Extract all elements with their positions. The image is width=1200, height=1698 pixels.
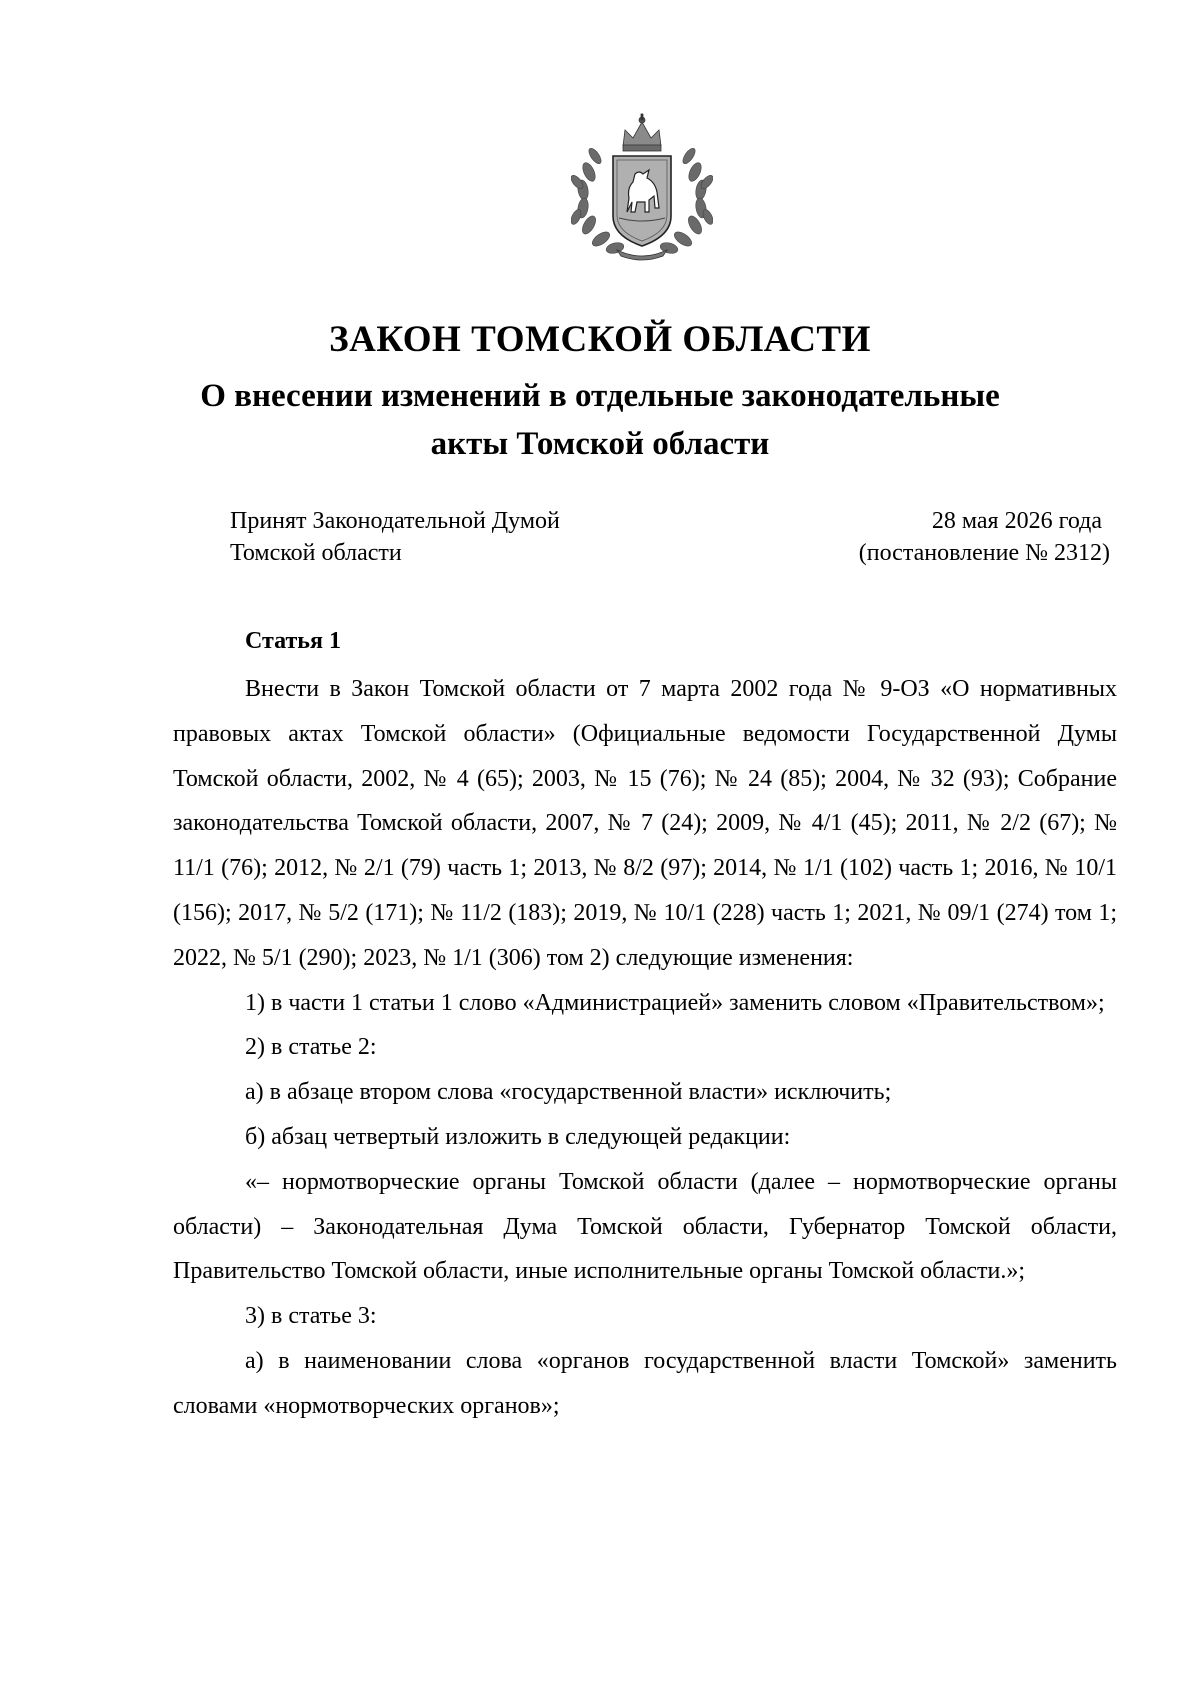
paragraph: 2) в статье 2: [245,1034,377,1061]
adopted-by-line: Принят Законодательной Думой [230,508,560,534]
adoption-info [230,505,560,569]
law-subtitle [0,372,1200,468]
paragraph: Внести в Закон Томской области от 7 марта 2002 года № 9-ОЗ «О нормативных правовых актах Томской области» (Официальные ведомости Государственной Думы Томской области, 2002, № 4 (65); 2003, № 15 (76); № 24 (85); 2004, № 32 (93); Собрание законодательства Томской области, 2007, № 7 (24); 2009, № 4/1 (45); 2011, № 2/2 (67); № 11/1 (76); 2012, № 2/1 (79) часть 1; 2013, № 8/2 (97); 2014, № 1/1 (102) часть 1; 2016, № 10/1 (156); 2017, № 5/2 (171); № 11/2 (183); 2019, № 10/1 (228) часть 1; 2021, № 09/1 (274) том 1; 2022, № 5/1 (290); 2023, № 1/1 (306) том 2) следующие изменения: [173,676,1117,971]
adopted-by-line: Томской области [230,540,402,566]
paragraph: 3) в статье 3: [245,1303,377,1330]
article-heading: Статья 1 [245,628,341,654]
coat-of-arms-icon [571,112,713,262]
adoption-date-info [859,505,1110,569]
paragraph: а) в наименовании слова «органов государственной власти Томской» заменить словами «нормотворческих органов»; [173,1347,1117,1419]
article-body [173,667,1117,1429]
law-subtitle-line: О внесении изменений в отдельные законодательные [200,378,1000,414]
paragraph: «– нормотворческие органы Томской области (далее – нормотворческие органы области) – Законодательная Дума Томской области, Губернатор Томской области, Правительство Томской области, иные исполнительные органы Томской области.»; [173,1168,1117,1285]
adoption-date: 28 мая 2026 года [931,508,1102,534]
resolution-number: (постановление № 2312) [858,540,1110,566]
paragraph: а) в абзаце втором слова «государственной власти» исключить; [245,1079,892,1106]
paragraph: б) абзац четвертый изложить в следующей редакции: [245,1123,791,1150]
paragraph: 1) в части 1 статьи 1 слово «Администрацией» заменить словом «Правительством»; [245,989,1105,1016]
law-subtitle-line: акты Томской области [430,426,770,462]
law-title: ЗАКОН ТОМСКОЙ ОБЛАСТИ [329,319,871,360]
